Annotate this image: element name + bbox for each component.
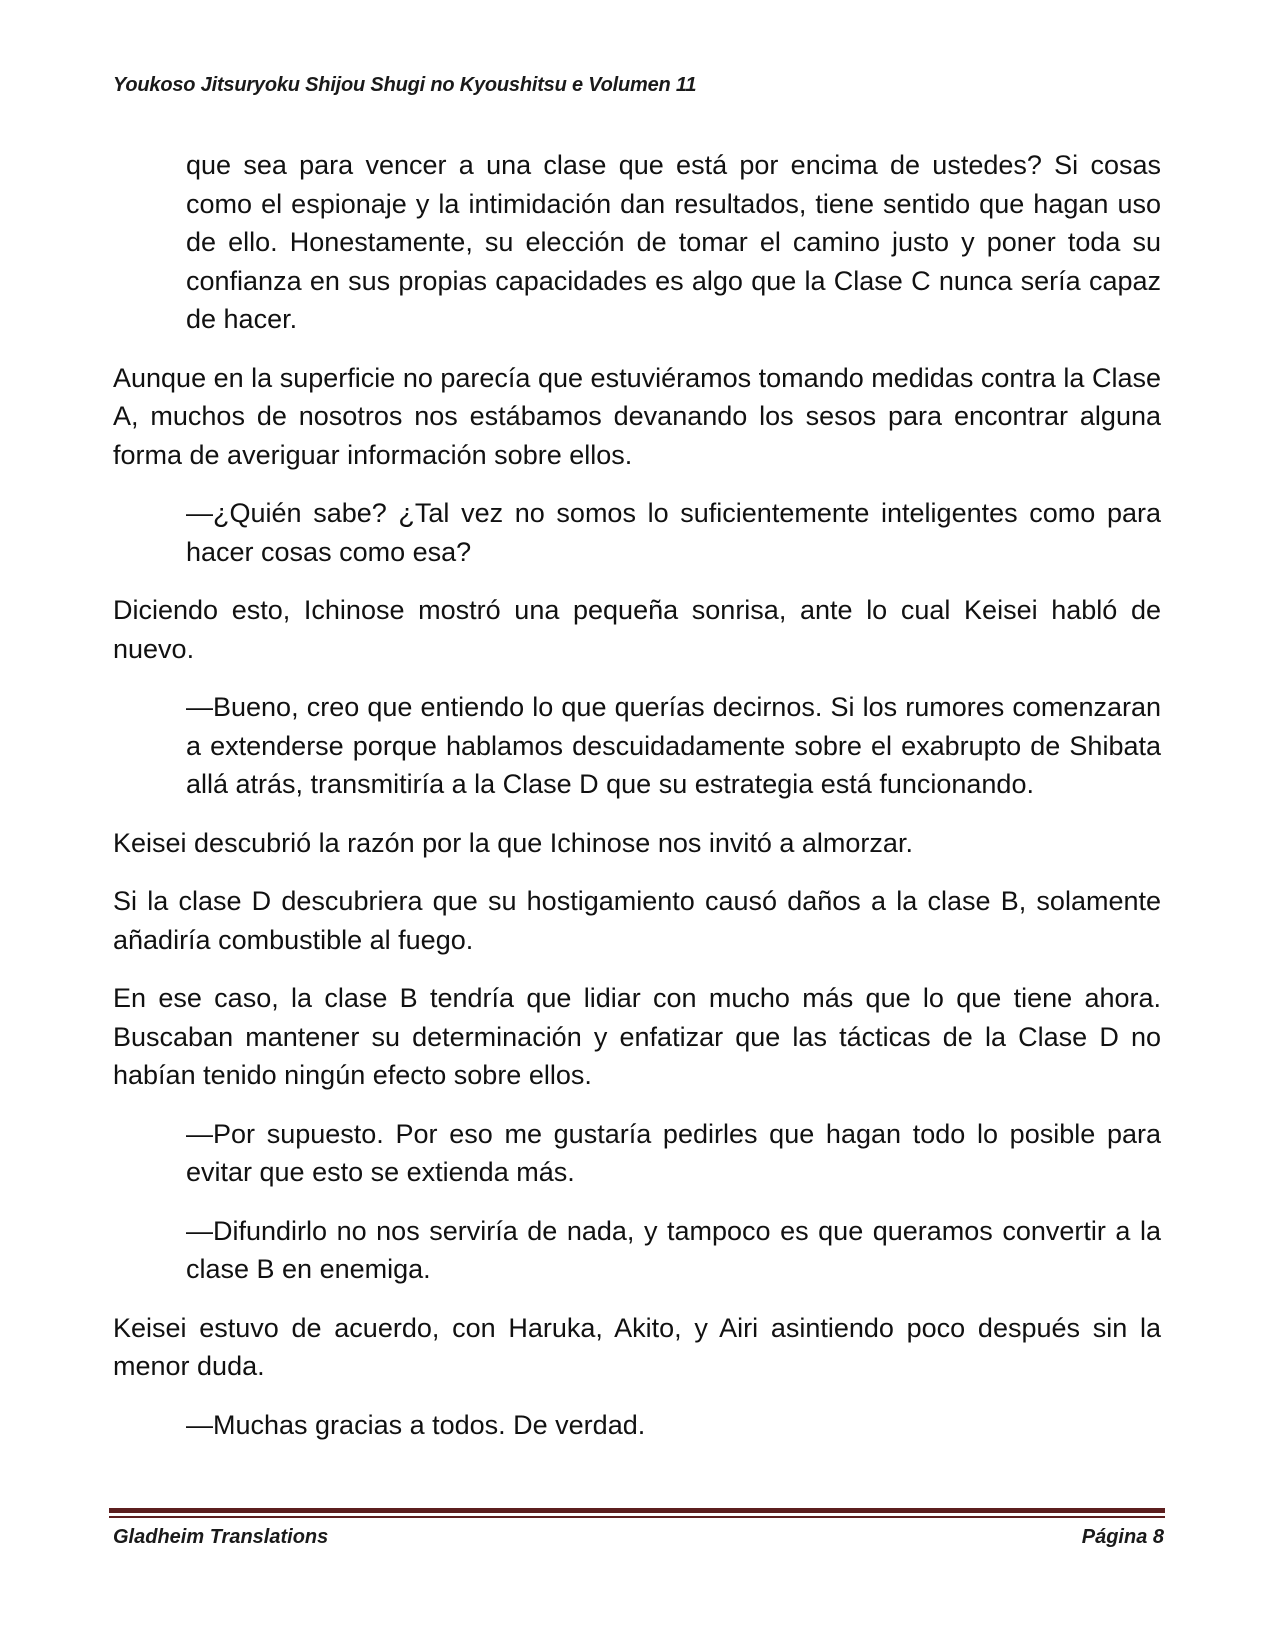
paragraph: Keisei descubrió la razón por la que Ichinose nos invitó a almorzar. [113, 827, 913, 858]
paragraph: que sea para vencer a una clase que está por encima de ustedes? Si cosas como el espionaje y la intimidación dan resultados, tiene sentido que hagan uso de ello. Honestamente, su elección de tomar el camino justo y poner toda su confianza en sus propias capacidades es algo que la Clase C nunca sería capaz de hacer. [186, 150, 1161, 334]
paragraph: Aunque en la superficie no parecía que estuviéramos tomando medidas contra la Clase A, muchos de nosotros nos estábamos devanando los sesos para encontrar alguna forma de averiguar información sobre ellos. [113, 362, 1161, 470]
page-number: Página 8 [1081, 1526, 1164, 1548]
footer-credit: Gladheim Translations [113, 1526, 329, 1548]
running-header: Youkoso Jitsuryoku Shijou Shugi no Kyoushitsu e Volumen 11 [113, 74, 697, 96]
footer-divider [109, 1508, 1165, 1513]
paragraph: —Por supuesto. Por eso me gustaría pedirles que hagan todo lo posible para evitar que esto se extienda más. [186, 1118, 1161, 1187]
paragraph: —Muchas gracias a todos. De verdad. [186, 1409, 646, 1440]
paragraph: —Bueno, creo que entiendo lo que querías decirnos. Si los rumores comenzaran a extenderse porque hablamos descuidadamente sobre el exabrupto de Shibata allá atrás, transmitiría a la Clase D que su estrategia está funcionando. [186, 692, 1161, 799]
footer-divider-thin [109, 1516, 1165, 1518]
paragraph: —¿Quién sabe? ¿Tal vez no somos lo suficientemente inteligentes como para hacer cosas como esa? [186, 498, 1161, 567]
page-body [113, 146, 1161, 1464]
paragraph: Diciendo esto, Ichinose mostró una pequeña sonrisa, ante lo cual Keisei habló de nuevo. [113, 595, 1161, 664]
paragraph: En ese caso, la clase B tendría que lidiar con mucho más que lo que tiene ahora. Buscaban mantener su determinación y enfatizar que las tácticas de la Clase D no habían tenido ningún efecto sobre ellos. [113, 983, 1161, 1090]
paragraph: Si la clase D descubriera que su hostigamiento causó daños a la clase B, solamente añadiría combustible al fuego. [113, 886, 1161, 955]
paragraph: —Difundirlo no nos serviría de nada, y tampoco es que queramos convertir a la clase B en enemiga. [186, 1215, 1161, 1284]
paragraph: Keisei estuvo de acuerdo, con Haruka, Akito, y Airi asintiendo poco después sin la menor duda. [113, 1312, 1161, 1381]
